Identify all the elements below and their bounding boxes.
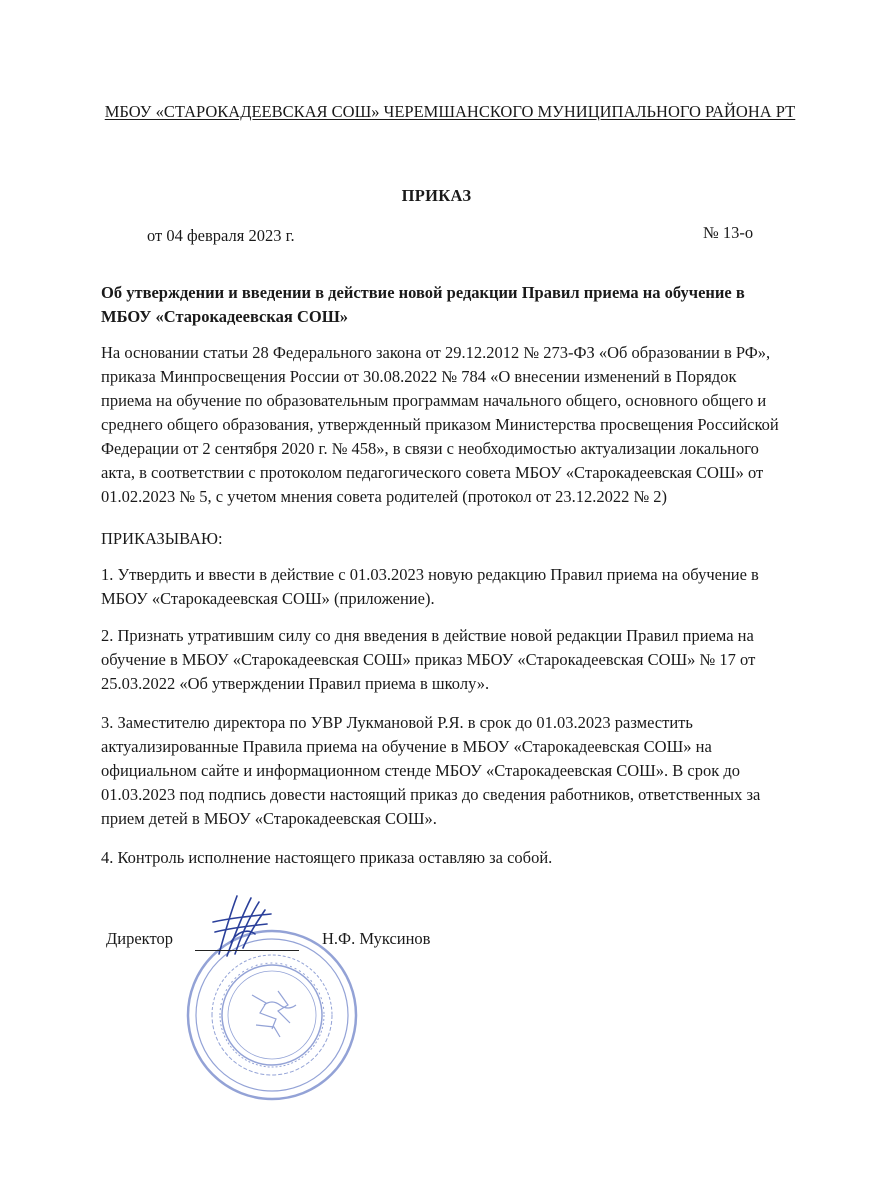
list-item <box>101 563 791 611</box>
order-date: от 04 февраля 2023 г. <box>147 226 295 245</box>
list-item <box>101 846 791 870</box>
signer-name: Н.Ф. Муксинов <box>322 929 431 948</box>
list-item <box>101 711 791 831</box>
basis-text: На основании статьи 28 Федерального закона от 29.12.2012 № 273-ФЗ «Об образовании в РФ», приказа Минпросвещения России от 30.08.2022 № 784 «О внесении изменений в Порядок приема на обучение по образовательным программам начального общего, основного общего и среднего общего образования, утвержденный приказом Министерства просвещения Российской Федерации от 2 сентября 2020 г. № 458», в связи с необходимостью актуализации локального акта, в соответствии с протоколом педагогического совета МБОУ «Старокадеевская СОШ» от 01.02.2023 № 5, с учетом мнения совета родителей (протокол от 23.12.2022 № 2) <box>101 343 779 506</box>
signer-position: Директор <box>106 929 173 948</box>
signature-line <box>195 950 299 951</box>
order-subject: Об утверждении и введении в действие новой редакции Правил приема на обучение в МБОУ «Старокадеевская СОШ» <box>101 283 745 326</box>
organization-header: МБОУ «СТАРОКАДЕЕВСКАЯ СОШ» ЧЕРЕМШАНСКОГО МУНИЦИПАЛЬНОГО РАЙОНА РТ <box>104 102 796 121</box>
item-1-text: 1. Утвердить и ввести в действие с 01.03.2023 новую редакцию Правил приема на обучение в МБОУ «Старокадеевская СОШ» (приложение). <box>101 565 759 608</box>
document-title: ПРИКАЗ <box>401 186 472 205</box>
list-item <box>101 624 791 696</box>
item-3-text: 3. Заместителю директора по УВР Лукмановой Р.Я. в срок до 01.03.2023 разместить актуализированные Правила приема на обучение в МБОУ «Старокадеевская СОШ» на официальном сайте и информационном стенде МБОУ «Старокадеевская СОШ». В срок до 01.03.2023 под подпись довести настоящий приказ до сведения работников, ответственных за прием детей в МБОУ «Старокадеевская СОШ». <box>101 713 761 828</box>
order-directive: ПРИКАЗЫВАЮ: <box>101 529 223 548</box>
item-2-text: 2. Признать утратившим силу со дня введения в действие новой редакции Правил приема на обучение в МБОУ «Старокадеевская СОШ» приказ МБОУ «Старокадеевская СОШ» № 17 от 25.03.2022 «Об утверждении Правил приема в школу». <box>101 626 756 693</box>
basis-paragraph <box>101 341 791 509</box>
item-4-text: 4. Контроль исполнение настоящего приказа оставляю за собой. <box>101 848 553 867</box>
order-number: № 13-о <box>703 223 754 242</box>
handwritten-signature-icon <box>205 888 285 968</box>
